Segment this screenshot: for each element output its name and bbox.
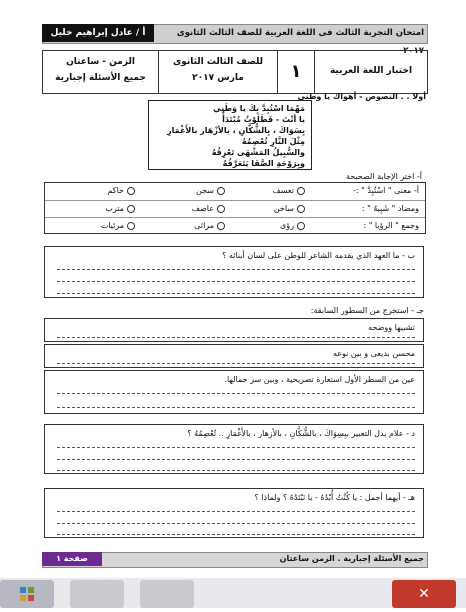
date-label: مارس ٢٠١٧	[192, 73, 244, 83]
windows-icon[interactable]	[0, 580, 54, 608]
exam-title: امتحان التجربة الثالث فى اللغة العربية للصف الثالث الثانوى ٢٠١٧	[176, 28, 424, 56]
q3-item: تشبيها ووضحه	[368, 323, 415, 332]
info-table	[42, 50, 428, 94]
q4-box	[44, 424, 424, 474]
app-icon[interactable]	[70, 580, 124, 608]
q3-item: عين من السطر الأول استعارة تصريحية ، وبين سر جمالها.	[224, 375, 415, 384]
q2-box	[44, 246, 424, 298]
mcq-option[interactable]: رؤى	[280, 218, 305, 234]
answer-line[interactable]	[57, 281, 415, 282]
radio-icon[interactable]	[217, 187, 225, 195]
q4-question: د - علام يدل التعبير ببِسِوَاكَ ، بالشُّكَّانِ ، بالأزهار ، بالأَغْمَارِ .. تُعْصِمُهُ ؟	[187, 429, 415, 438]
page-number: صفحة ١	[42, 552, 102, 566]
q3-box	[44, 318, 424, 342]
mcq-option[interactable]: تعسف	[272, 183, 305, 199]
q3-label: جـ - استخرج من السطور السابقة:	[310, 306, 424, 315]
answer-line[interactable]	[57, 363, 415, 364]
mcq-prompt: وجمع " الرؤيا " :	[363, 221, 419, 230]
answer-line[interactable]	[57, 293, 415, 294]
answer-line[interactable]	[57, 459, 415, 460]
answer-line[interactable]	[57, 523, 415, 524]
footer-text: جميع الأسئلة إجبارية . الزمن ساعتان	[279, 554, 424, 563]
answer-line[interactable]	[57, 393, 415, 394]
q5-question: هـ - أيهما أجمل : يا كُنْتُ أُبْدُهُ - يا نَبْتَدُهُ ؟ ولماذا ؟	[254, 493, 415, 502]
mcq-option[interactable]: مترب	[105, 201, 135, 217]
q3-item: محسن بديعى و بين نوعه	[332, 349, 415, 358]
mcq-option[interactable]: ساخن	[274, 201, 305, 217]
section-heading: أولا . . النصوص - أهواك يا وطنى	[297, 92, 426, 101]
poem-line: يا أنْتَ - فَطَلَوْتُ مُبْتَدَأُ	[222, 115, 305, 124]
app-icon[interactable]	[140, 580, 194, 608]
radio-icon[interactable]	[217, 222, 225, 230]
mcq-prompt: أ- معنى " اسْتُبِدَّ " :-	[353, 186, 419, 195]
q1-label: أ- اختر الإجابة الصحيحة	[345, 172, 422, 181]
answer-line[interactable]	[57, 269, 415, 270]
mcq-option[interactable]: سجن	[196, 183, 225, 199]
subject-label: اختبار اللغة العربية	[329, 66, 413, 76]
exam-number: ١	[277, 51, 314, 93]
radio-icon[interactable]	[297, 187, 305, 195]
answer-line[interactable]	[57, 470, 415, 471]
poem-line: مَهْمَا اسْتُبِدَّ بِكَ يا وَطَنِي	[213, 104, 305, 113]
q2-question: ب - ما العهد الذي يقدمه الشاعر للوطن على لسان أبنائه ؟	[222, 251, 415, 260]
grade-label: للصف الثالث الثانوى	[172, 57, 264, 67]
radio-icon[interactable]	[127, 222, 135, 230]
poem-line: مِثْلَ النَّارِ تُعْصِمُهُ	[241, 137, 305, 146]
answer-line[interactable]	[57, 447, 415, 448]
poem-box	[148, 100, 312, 170]
note-label: جميع الأسئلة إجبارية	[55, 73, 146, 83]
poem-line: بِسَوَاكَ ، بِالشُّكَّانِ ، بالأزْهَار بالأَغْمَارِ	[166, 126, 305, 135]
mcq-row	[45, 200, 425, 217]
mcq-row	[45, 183, 425, 199]
windows-logo-icon	[0, 580, 54, 608]
mcq-option[interactable]: مرائى	[194, 218, 225, 234]
radio-icon[interactable]	[127, 205, 135, 213]
answer-line[interactable]	[57, 534, 415, 535]
poem-line: وبِرَوْحَةِ الصَّفَا يَتَعَرَّفُهُ	[222, 159, 305, 168]
grade-cell	[158, 51, 277, 93]
q3-box	[44, 370, 424, 414]
radio-icon[interactable]	[297, 222, 305, 230]
time-cell	[43, 51, 158, 93]
answer-line[interactable]	[57, 407, 415, 408]
subject-cell	[314, 51, 427, 93]
mcq-table	[44, 182, 426, 234]
radio-icon[interactable]	[297, 205, 305, 213]
answer-line[interactable]	[57, 337, 415, 338]
radio-icon[interactable]	[217, 205, 225, 213]
mcq-option[interactable]: عاصف	[192, 201, 225, 217]
mcq-prompt: ومضاد " شَبِيهٌ " :	[361, 204, 419, 213]
close-glyph: ✕	[418, 586, 430, 602]
answer-line[interactable]	[57, 511, 415, 512]
author-badge: أ / عادل إبراهيم خليل	[42, 24, 154, 42]
q3-box	[44, 344, 424, 368]
mcq-row	[45, 217, 425, 234]
time-label: الزمن - ساعتان	[66, 57, 135, 67]
poem-line: والسُّبِيلُ المَشْهَى تَعْرِقُهُ	[211, 148, 305, 157]
close-icon[interactable]	[392, 580, 456, 608]
mcq-option[interactable]: حاكم	[107, 183, 135, 199]
mcq-option[interactable]: مرئيات	[101, 218, 135, 234]
q5-box	[44, 488, 424, 538]
radio-icon[interactable]	[127, 187, 135, 195]
